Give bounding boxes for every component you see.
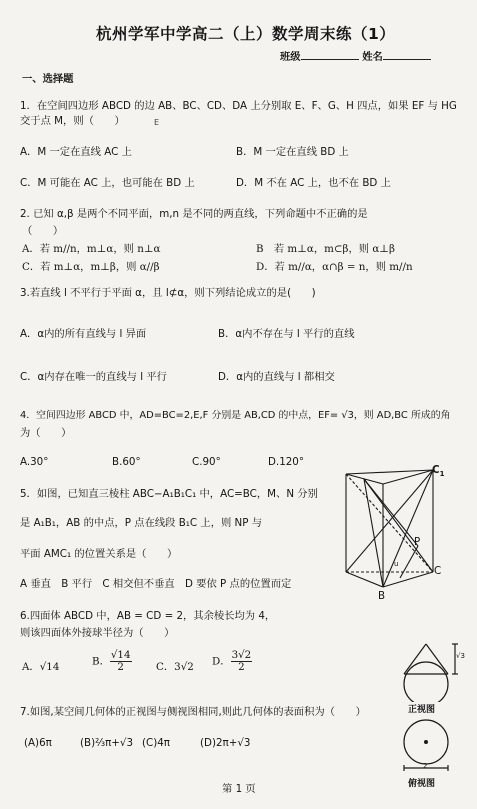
- q5-stem-line2: 是 A₁B₁，AB 的中点，P 点在线段 B₁C 上，则 NP 与: [20, 517, 263, 529]
- q4-option-d: D.120°: [268, 456, 305, 468]
- front-view-figure: [398, 640, 468, 702]
- q7-stem: 7.如图,某空间几何体的正视图与侧视图相同,则此几何体的表面积为（ ）: [20, 706, 366, 718]
- q2-option-b: B 若 m⊥α，m⊂β，则 α⊥β: [256, 243, 395, 255]
- q1-option-d: D．M 不在 AC 上，也不在 BD 上: [236, 177, 391, 189]
- name-blank: [383, 48, 431, 60]
- q6-option-b-num: √14: [110, 649, 131, 661]
- q2-stem-line1: 2. 已知 α,β 是两个不同平面，m,n 是不同的两直线，下列命题中不正确的是: [20, 208, 368, 220]
- q3-option-a: A．α内的所有直线与 l 异面: [20, 328, 147, 340]
- front-view-label: 正视图: [408, 705, 436, 715]
- q1-option-a: A．M 一定在直线 AC 上: [20, 146, 132, 158]
- q6-stem-line2: 则该四面体外接球半径为（ ）: [20, 627, 175, 639]
- dim-side: √3: [456, 652, 465, 660]
- label-c1-text: C: [432, 464, 440, 476]
- label-u: u: [394, 560, 399, 568]
- section-title: 一、选择题: [22, 73, 74, 85]
- q4-stem-line1: 4．空间四边形 ABCD 中，AD=BC=2,E,F 分别是 AB,CD 的中点，EF= √3，则 AD,BC 所成的角: [20, 410, 451, 421]
- page-number: 第 1 页: [222, 783, 256, 795]
- q7-option-a: (A)6π: [24, 737, 52, 749]
- q4-option-c: C.90°: [192, 456, 221, 468]
- q1-option-c: C．M 可能在 AC 上，也可能在 BD 上: [20, 177, 195, 189]
- q6-option-d-fraction: [231, 650, 253, 673]
- label-p: P: [414, 536, 421, 548]
- q6-option-b-fraction: [110, 650, 132, 673]
- q4-option-a: A.30°: [20, 456, 49, 468]
- q2-stem-line2: （ ）: [22, 225, 64, 237]
- q1-stem-line1: 1．在空间四边形 ABCD 的边 AB、BC、CD、DA 上分别取 E、F、G、H 四点，如果 EF 与 HG: [20, 100, 457, 112]
- page-title: 杭州学军中学高二（上）数学周末练（1）: [96, 25, 396, 43]
- q1-stray-mark: E: [154, 118, 160, 127]
- label-c: C: [434, 565, 442, 577]
- q6-option-b: [92, 650, 132, 673]
- q7-option-d: (D)2π+√3: [200, 737, 251, 749]
- q5-stem-line1: 5．如图，已知直三棱柱 ABC−A₁B₁C₁ 中，AC=BC，M、N 分别: [20, 488, 318, 500]
- top-view-figure: [398, 716, 458, 776]
- q6-option-d-prefix: D．: [212, 655, 231, 668]
- q5-stem-line3: 平面 AMC₁ 的位置关系是（ ）: [20, 548, 178, 560]
- q3-stem: 3.若直线 l 不平行于平面 α，且 l⊄α，则下列结论成立的是( ): [20, 287, 316, 299]
- q1-stem-line2: 交于点 M，则（ ）: [20, 115, 125, 127]
- label-c1-sub: 1: [439, 470, 445, 479]
- q6-option-b-prefix: B．: [92, 655, 110, 668]
- q6-option-b-den: 2: [117, 660, 124, 673]
- q4-option-b: B.60°: [112, 456, 141, 468]
- name-label: 姓名: [362, 51, 383, 63]
- q3-option-b: B．α内不存在与 l 平行的直线: [218, 328, 355, 340]
- q6-option-a: A．√14: [22, 661, 60, 673]
- class-label: 班级: [280, 51, 301, 63]
- q7-option-c: (C)4π: [142, 737, 170, 749]
- q2-option-d: D．若 m//α，α∩β = n，则 m//n: [256, 261, 413, 273]
- q4-stem-line2: 为（ ）: [20, 427, 72, 439]
- q6-option-d-num: 3√2: [231, 649, 252, 661]
- q3-option-c: C．α内存在唯一的直线与 l 平行: [20, 371, 167, 383]
- q7-option-b: (B)⅔π+√3: [80, 737, 134, 749]
- q2-option-a: A．若 m//n，m⊥α，则 n⊥α: [22, 243, 161, 255]
- label-b: B: [378, 590, 386, 602]
- q5-options: A 垂直 B 平行 C 相交但不垂直 D 要依 P 点的位置而定: [20, 578, 292, 590]
- class-blank: [301, 48, 359, 60]
- q6-option-c: C．3√2: [156, 661, 194, 673]
- top-view-label: 俯视图: [408, 779, 436, 789]
- q2-option-c: C．若 m⊥α，m⊥β，则 α//β: [22, 261, 160, 273]
- dim-top: 2: [423, 762, 428, 770]
- class-field: [280, 48, 431, 63]
- q3-option-d: D．α内的直线与 l 都相交: [218, 371, 335, 383]
- q1-option-b: B．M 一定在直线 BD 上: [236, 146, 349, 158]
- q6-option-d: [212, 650, 252, 673]
- q6-stem-line1: 6.四面体 ABCD 中，AB = CD = 2，其余棱长均为 4，: [20, 610, 276, 622]
- prism-figure: [338, 462, 468, 612]
- q6-option-d-den: 2: [238, 660, 245, 673]
- label-c1: [432, 464, 444, 478]
